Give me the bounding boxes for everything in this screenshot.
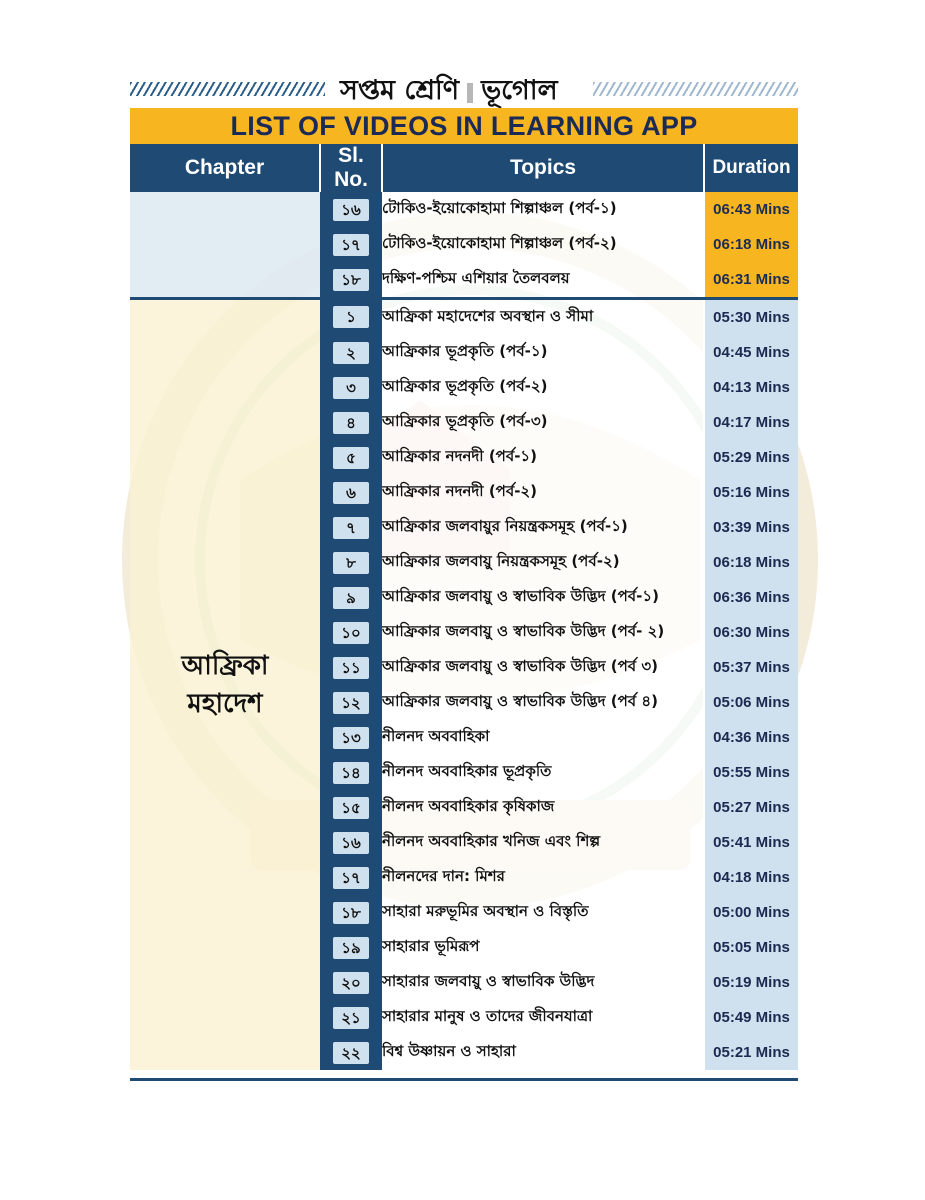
duration-cell: 03:39 Mins xyxy=(704,510,798,545)
table-row xyxy=(130,299,798,336)
serial-cell xyxy=(320,475,382,510)
duration-cell: 05:00 Mins xyxy=(704,895,798,930)
serial-number: ১৬ xyxy=(333,832,369,854)
duration-cell: 05:55 Mins xyxy=(704,755,798,790)
subject-label: ভূগোল xyxy=(481,75,558,106)
serial-cell xyxy=(320,1035,382,1070)
serial-number: ১ xyxy=(333,306,369,328)
table-header-row xyxy=(130,144,798,192)
serial-number: ৬ xyxy=(333,482,369,504)
serial-number: ১৪ xyxy=(333,762,369,784)
serial-number: ১৭ xyxy=(333,234,369,256)
duration-cell: 06:31 Mins xyxy=(704,262,798,299)
serial-cell xyxy=(320,615,382,650)
topic-cell: আফ্রিকার জলবায়ু ও স্বাভাবিক উদ্ভিদ (পর্ব-১) xyxy=(382,580,704,615)
serial-cell xyxy=(320,405,382,440)
topic-cell: আফ্রিকার জলবায়ুর নিয়ন্ত্রকসমূহ (পর্ব-১) xyxy=(382,510,704,545)
page-header xyxy=(130,75,798,106)
duration-cell: 05:21 Mins xyxy=(704,1035,798,1070)
topic-cell: সাহারার ভূমিরূপ xyxy=(382,930,704,965)
serial-number: ৪ xyxy=(333,412,369,434)
serial-cell xyxy=(320,825,382,860)
duration-cell: 05:19 Mins xyxy=(704,965,798,1000)
duration-cell: 04:17 Mins xyxy=(704,405,798,440)
duration-cell: 05:16 Mins xyxy=(704,475,798,510)
topic-cell: আফ্রিকার নদনদী (পর্ব-২) xyxy=(382,475,704,510)
duration-cell: 05:27 Mins xyxy=(704,790,798,825)
serial-number: ১০ xyxy=(333,622,369,644)
serial-number: ১৩ xyxy=(333,727,369,749)
serial-number: ৮ xyxy=(333,552,369,574)
topic-cell: নীলনদ অববাহিকা xyxy=(382,720,704,755)
serial-cell xyxy=(320,227,382,262)
serial-number: ১৬ xyxy=(333,199,369,221)
duration-cell: 05:05 Mins xyxy=(704,930,798,965)
topic-cell: আফ্রিকার ভূপ্রকৃতি (পর্ব-২) xyxy=(382,370,704,405)
serial-cell xyxy=(320,299,382,336)
serial-number: ১৫ xyxy=(333,797,369,819)
duration-cell: 05:49 Mins xyxy=(704,1000,798,1035)
duration-cell: 05:41 Mins xyxy=(704,825,798,860)
serial-cell xyxy=(320,965,382,1000)
serial-number: ২২ xyxy=(333,1042,369,1064)
topic-cell: নীলনদ অববাহিকার ভূপ্রকৃতি xyxy=(382,755,704,790)
serial-number: ১২ xyxy=(333,692,369,714)
bottom-rule xyxy=(130,1078,798,1081)
serial-cell xyxy=(320,192,382,227)
duration-cell: 04:13 Mins xyxy=(704,370,798,405)
chapter-cell xyxy=(130,192,320,299)
topic-cell: দক্ষিণ-পশ্চিম এশিয়ার তৈলবলয় xyxy=(382,262,704,299)
serial-number: ১৭ xyxy=(333,867,369,889)
column-header-sl: Sl. No. xyxy=(320,144,382,192)
serial-cell xyxy=(320,860,382,895)
duration-cell: 04:36 Mins xyxy=(704,720,798,755)
serial-cell xyxy=(320,685,382,720)
title-separator xyxy=(467,83,473,103)
topic-cell: নীলনদ অববাহিকার কৃষিকাজ xyxy=(382,790,704,825)
topic-cell: সাহারার জলবায়ু ও স্বাভাবিক উদ্ভিদ xyxy=(382,965,704,1000)
serial-cell xyxy=(320,335,382,370)
serial-number: ৭ xyxy=(333,517,369,539)
serial-cell xyxy=(320,930,382,965)
duration-cell: 05:29 Mins xyxy=(704,440,798,475)
serial-number: ১৮ xyxy=(333,902,369,924)
duration-cell: 06:36 Mins xyxy=(704,580,798,615)
topic-cell: আফ্রিকার জলবায়ু ও স্বাভাবিক উদ্ভিদ (পর্ব ৩) xyxy=(382,650,704,685)
topic-cell: আফ্রিকার জলবায়ু নিয়ন্ত্রকসমূহ (পর্ব-২) xyxy=(382,545,704,580)
serial-number: ১১ xyxy=(333,657,369,679)
video-table xyxy=(130,144,798,1070)
duration-cell: 05:06 Mins xyxy=(704,685,798,720)
serial-cell xyxy=(320,720,382,755)
topic-cell: আফ্রিকার ভূপ্রকৃতি (পর্ব-৩) xyxy=(382,405,704,440)
serial-cell xyxy=(320,510,382,545)
duration-cell: 05:30 Mins xyxy=(704,299,798,336)
chapter-name: মহাদেশ xyxy=(187,689,263,719)
topic-cell: সাহারার মানুষ ও তাদের জীবনযাত্রা xyxy=(382,1000,704,1035)
topic-cell: সাহারা মরুভূমির অবস্থান ও বিস্তৃতি xyxy=(382,895,704,930)
topic-cell: আফ্রিকার জলবায়ু ও স্বাভাবিক উদ্ভিদ (পর্ব- ২) xyxy=(382,615,704,650)
topic-cell: টোকিও-ইয়োকোহামা শিল্পাঞ্চল (পর্ব-১) xyxy=(382,192,704,227)
duration-cell: 06:18 Mins xyxy=(704,545,798,580)
topic-cell: বিশ্ব উষ্ণায়ন ও সাহারা xyxy=(382,1035,704,1070)
duration-cell: 06:18 Mins xyxy=(704,227,798,262)
duration-cell: 04:18 Mins xyxy=(704,860,798,895)
serial-number: ৩ xyxy=(333,377,369,399)
duration-cell: 06:43 Mins xyxy=(704,192,798,227)
serial-cell xyxy=(320,580,382,615)
duration-cell: 04:45 Mins xyxy=(704,335,798,370)
serial-cell xyxy=(320,545,382,580)
topic-cell: আফ্রিকার ভূপ্রকৃতি (পর্ব-১) xyxy=(382,335,704,370)
video-table-body xyxy=(130,192,798,1070)
serial-cell xyxy=(320,895,382,930)
duration-cell: 05:37 Mins xyxy=(704,650,798,685)
chapter-cell xyxy=(130,299,320,1071)
grade-label: সপ্তম শ্রেণি xyxy=(340,75,460,106)
serial-number: ২১ xyxy=(333,1007,369,1029)
serial-cell xyxy=(320,790,382,825)
header-stripe-right xyxy=(593,82,798,96)
topic-cell: টোকিও-ইয়োকোহামা শিল্পাঞ্চল (পর্ব-২) xyxy=(382,227,704,262)
serial-cell xyxy=(320,262,382,299)
topic-cell: আফ্রিকা মহাদেশের অবস্থান ও সীমা xyxy=(382,299,704,336)
serial-cell xyxy=(320,755,382,790)
serial-number: ২০ xyxy=(333,972,369,994)
serial-number: ৫ xyxy=(333,447,369,469)
serial-number: ১৮ xyxy=(333,269,369,291)
serial-number: ২ xyxy=(333,342,369,364)
serial-cell xyxy=(320,440,382,475)
serial-number: ১৯ xyxy=(333,937,369,959)
chapter-name: আফ্রিকা xyxy=(181,651,269,681)
column-header-chapter: Chapter xyxy=(130,144,320,192)
topic-cell: আফ্রিকার নদনদী (পর্ব-১) xyxy=(382,440,704,475)
duration-cell: 06:30 Mins xyxy=(704,615,798,650)
serial-cell xyxy=(320,1000,382,1035)
topic-cell: আফ্রিকার জলবায়ু ও স্বাভাবিক উদ্ভিদ (পর্ব ৪) xyxy=(382,685,704,720)
serial-number: ৯ xyxy=(333,587,369,609)
list-banner: LIST OF VIDEOS IN LEARNING APP xyxy=(130,108,798,144)
column-header-duration: Duration xyxy=(704,144,798,192)
column-header-topics: Topics xyxy=(382,144,704,192)
serial-cell xyxy=(320,650,382,685)
topic-cell: নীলনদের দান: মিশর xyxy=(382,860,704,895)
table-row xyxy=(130,192,798,227)
header-stripe-left xyxy=(130,82,325,96)
topic-cell: নীলনদ অববাহিকার খনিজ এবং শিল্প xyxy=(382,825,704,860)
serial-cell xyxy=(320,370,382,405)
